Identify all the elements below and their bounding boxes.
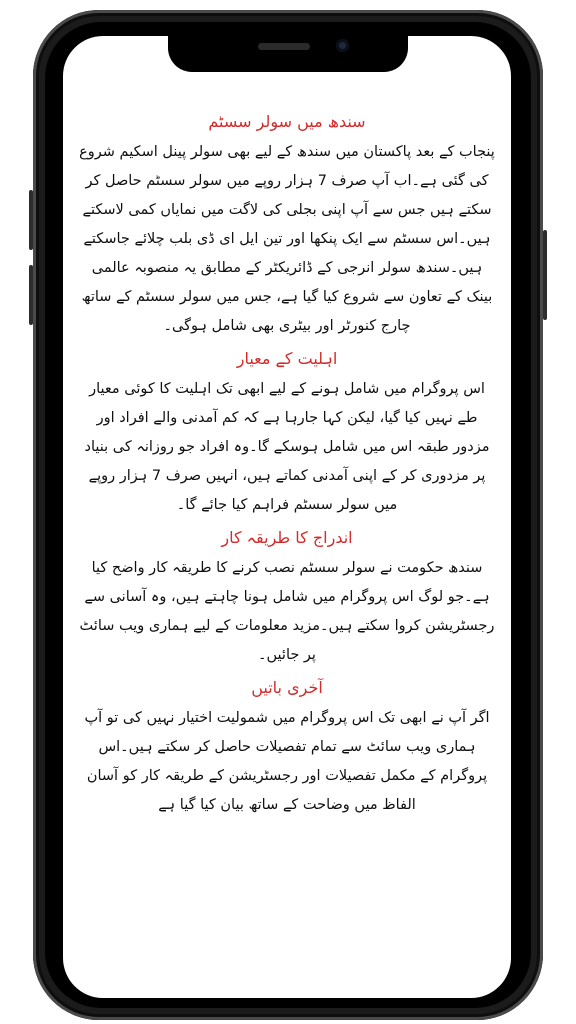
article — [77, 104, 497, 982]
section-heading: آخری باتیں — [251, 678, 323, 697]
phone-notch — [168, 28, 408, 72]
phone-frame — [33, 10, 543, 1020]
volume-button — [29, 190, 33, 250]
front-camera-icon — [336, 39, 349, 52]
section-paragraph: اس پروگرام میں شامل ہونے کے لیے ابھی تک اہلیت کا کوئی معیار طے نہیں کیا گیا، لیکن کہا جارہا ہے کہ کم آمدنی والے افراد اور مزدور طبقہ اس میں شامل ہوسکے گا۔وہ افراد جو روزانہ کی بنیاد پر مزدوری کر کے اپنی آمدنی کماتے ہیں، انہیں صرف 7 ہزار روپے میں سولر سسٹم فراہم کیا جائے گا۔ — [84, 381, 490, 513]
section-paragraph: سندھ حکومت نے سولر سسٹم نصب کرنے کا طریقہ کار واضح کیا ہے۔جو لوگ اس پروگرام میں شامل ہونا چاہتے ہیں، وہ آسانی سے رجسٹریشن کروا سکتے ہیں۔مزید معلومات کے لیے ہماری ویب سائٹ پر جائیں۔ — [79, 560, 495, 663]
section-paragraph: پنجاب کے بعد پاکستان میں سندھ کے لیے بھی سولر پینل اسکیم شروع کی گئی ہے۔اب آپ صرف 7 ہزار روپے میں سولر سسٹم حاصل کر سکتے ہیں جس سے آپ اپنی بجلی کی لاگت میں نمایاں کمی لاسکتے ہیں۔اس سسٹم سے ایک پنکھا اور تین ایل ای ڈی بلب چلائے جاسکتے ہیں۔سندھ سولر انرجی کے ڈائریکٹر کے مطابق یہ منصوبہ عالمی بینک کے تعاون سے شروع کیا گیا ہے، جس میں سولر سسٹم کے ساتھ چارج کنورٹر اور بیٹری بھی شامل ہوگی۔ — [79, 144, 495, 334]
volume-button — [29, 265, 33, 325]
section-heading: اندراج کا طریقہ کار — [221, 528, 353, 547]
phone-screen — [63, 36, 511, 998]
speaker-grille — [258, 43, 310, 50]
section-heading: اہلیت کے معیار — [236, 349, 338, 368]
section-heading: سندھ میں سولر سسٹم — [208, 112, 366, 131]
section-paragraph: اگر آپ نے ابھی تک اس پروگرام میں شمولیت اختیار نہیں کی تو آپ ہماری ویب سائٹ سے تمام تفصیلات حاصل کر سکتے ہیں۔اس پروگرام کے مکمل تفصیلات اور رجسٹریشن کے طریقہ کار کو آسان الفاظ میں وضاحت کے ساتھ بیان کیا گیا ہے — [84, 710, 490, 813]
power-button — [543, 230, 547, 320]
